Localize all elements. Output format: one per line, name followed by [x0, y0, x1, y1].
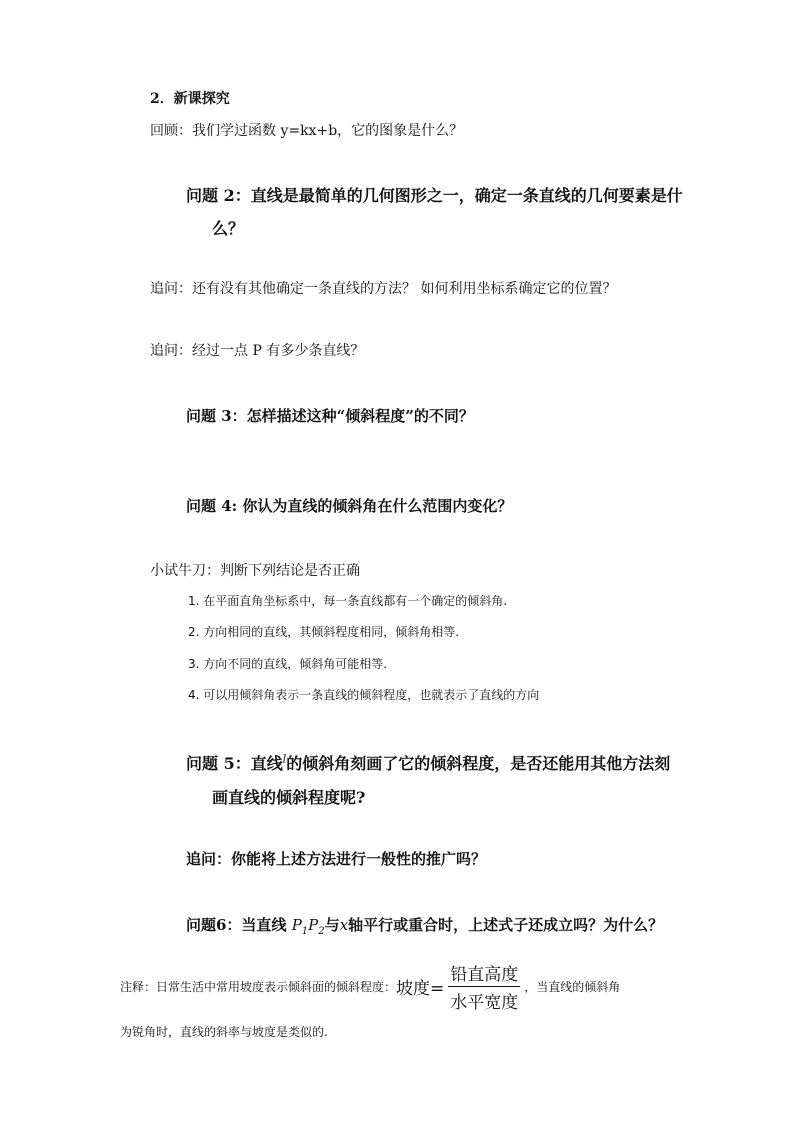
line-variable-l: l [282, 752, 287, 766]
question-6-prefix: 问题6：当直线 [186, 916, 287, 934]
question-2-line-2: 么？ [212, 219, 245, 238]
p1-subscript: 1 [301, 926, 309, 937]
question-3: 问题 3：怎样描述这种“倾斜程度”的不同？ [186, 407, 474, 425]
fraction-denominator: 水平宽度 [450, 993, 519, 1013]
question-5-suffix: 的倾斜角刻画了它的倾斜程度，是否还能用其他方法刻 [286, 754, 671, 773]
line-p1p2 [291, 916, 325, 937]
note-line-2: 为锐角时，直线的斜率与坡度是类似的. [120, 1025, 328, 1039]
followup-question-3: 追问：你能将上述方法进行一般性的推广吗？ [186, 850, 487, 868]
question-6-mid: 与 [324, 916, 340, 934]
note-prefix: 注释：日常生活中常用坡度表示倾斜面的倾斜程度： [120, 980, 397, 994]
slope-fraction [448, 960, 520, 1013]
slope-label: 坡度= [396, 979, 445, 999]
practice-item-4: 4. 可以用倾斜角表示一条直线的倾斜程度，也就表示了直线的方向 [188, 688, 540, 702]
review-question: 回顾：我们学过函数 y=kx+b，它的图象是什么？ [150, 123, 464, 139]
question-4: 问题 4: 你认为直线的倾斜角在什么范围内变化？ [186, 497, 513, 515]
followup-question-1: 追问：还有没有其他确定一条直线的方法？ 如何利用坐标系确定它的位置？ [150, 281, 617, 297]
note-line-1 [120, 960, 620, 1013]
p1-letter: P [291, 916, 302, 934]
practice-item-1: 1. 在平面直角坐标系中，每一条直线都有一个确定的倾斜角. [188, 594, 508, 608]
p2-letter: P [308, 916, 319, 934]
question-5-prefix: 问题 5：直线 [186, 754, 283, 773]
practice-title: 小试牛刀：判断下列结论是否正确 [150, 563, 360, 579]
x-axis-variable: x [339, 916, 349, 934]
question-5-line-1 [186, 751, 670, 774]
note-suffix: ，当直线的倾斜角 [524, 980, 621, 994]
p2-subscript: 2 [318, 926, 325, 937]
question-5-line-2: 画直线的倾斜程度呢? [212, 788, 366, 807]
fraction-numerator: 铅直高度 [448, 960, 520, 987]
question-2-line-1: 问题 2：直线是最简单的几何图形之一，确定一条直线的几何要素是什 [186, 186, 683, 205]
section-title: 2．新课探究 [150, 91, 230, 107]
practice-item-3: 3. 方向不同的直线，倾斜角可能相等. [188, 657, 388, 671]
question-6 [186, 914, 663, 937]
question-6-suffix: 轴平行或重合时，上述式子还成立吗？为什么？ [348, 916, 664, 934]
followup-question-2: 追问：经过一点 P 有多少条直线？ [150, 343, 365, 359]
practice-item-2: 2. 方向相同的直线，其倾斜程度相同，倾斜角相等. [188, 625, 460, 639]
